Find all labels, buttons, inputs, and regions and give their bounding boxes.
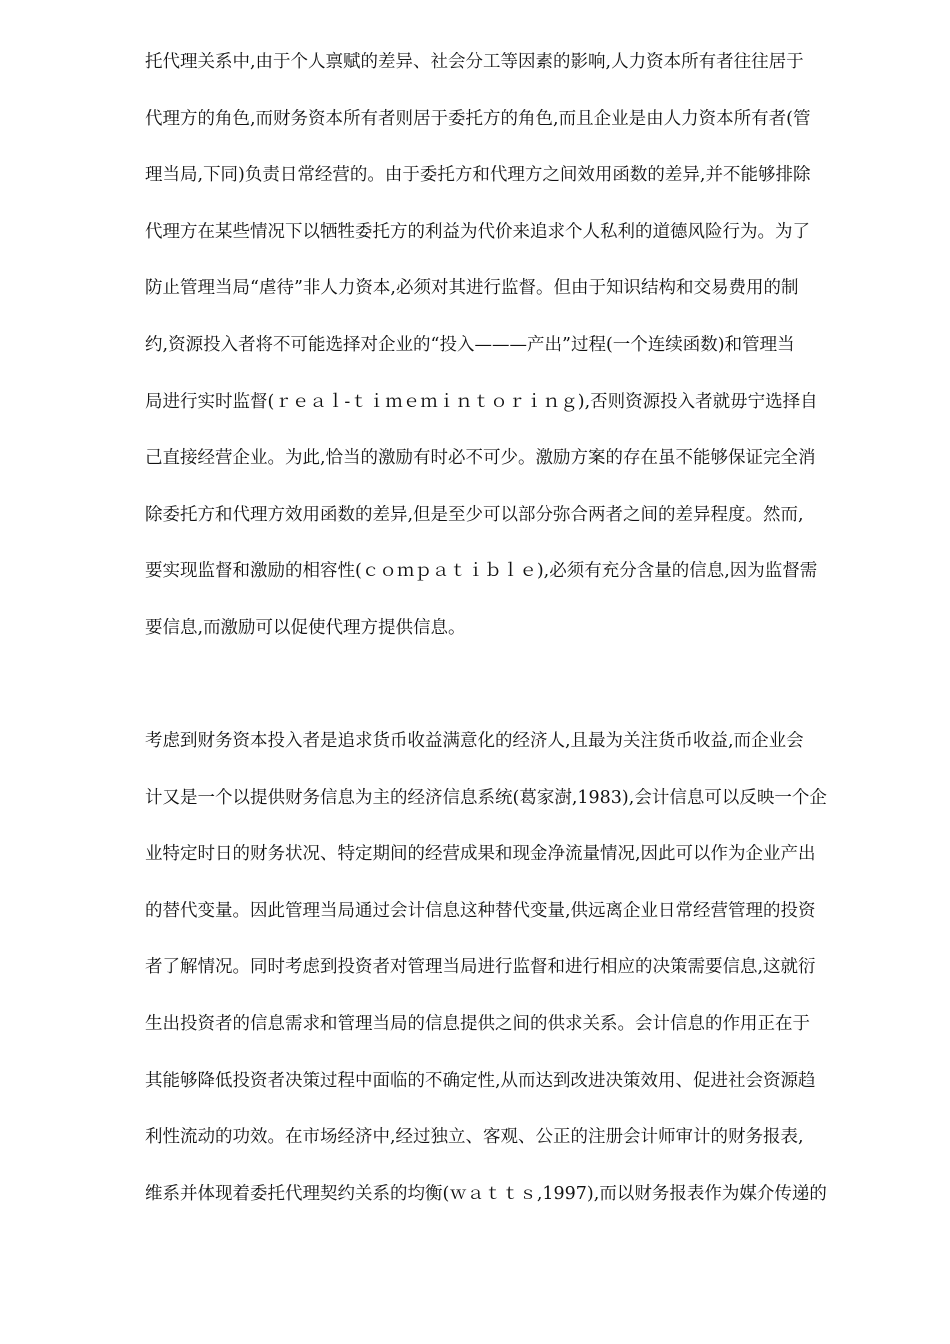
text-line: 托代理关系中,由于个人禀赋的差异、社会分工等因素的影响,人力资本所有者往往居于 bbox=[145, 52, 804, 72]
paragraph-accounting-information bbox=[145, 723, 880, 1232]
text-line: 己直接经营企业。为此,恰当的激励有时必不可少。激励方案的存在虽不能够保证完全消 bbox=[145, 448, 816, 469]
text-line: 防止管理当局“虐待”非人力资本,必须对其进行监督。但由于知识结构和交易费用的制 bbox=[145, 278, 799, 299]
text-line: 理当局,下同)负责日常经营的。由于委托方和代理方之间效用函数的差异,并不能够排除 bbox=[145, 165, 811, 186]
text-line: 要信息,而激励可以促使代理方提供信息。 bbox=[145, 617, 466, 638]
text-line: 考虑到财务资本投入者是追求货币收益满意化的经济人,且最为关注货币收益,而企业会 bbox=[145, 731, 804, 751]
text-line: 利性流动的功效。在市场经济中,经过独立、客观、公正的注册会计师审计的财务报表, bbox=[145, 1127, 804, 1148]
text-line: 业特定时日的财务状况、特定期间的经营成果和现金净流量情况,因此可以作为企业产出 bbox=[145, 844, 816, 865]
text-line: 约,资源投入者将不可能选择对企业的“投入———产出”过程(一个连续函数)和管理当 bbox=[145, 334, 795, 355]
text-line: 维系并体现着委托代理契约关系的均衡(ｗａｔｔｓ,1997),而以财务报表作为媒介传递的 bbox=[145, 1183, 827, 1204]
text-line: 除委托方和代理方效用函数的差异,但是至少可以部分弥合两者之间的差异程度。然而, bbox=[145, 504, 804, 525]
text-line: 计又是一个以提供财务信息为主的经济信息系统(葛家澍,1983),会计信息可以反映一个企 bbox=[145, 787, 827, 808]
text-line: 的替代变量。因此管理当局通过会计信息这种替代变量,供远离企业日常经营管理的投资 bbox=[145, 900, 816, 921]
text-line: 局进行实时监督(ｒｅａｌ-ｔｉｍｅｍｉｎｔｏｒｉｎｇ),否则资源投入者就毋宁选择自 bbox=[145, 391, 818, 412]
text-line: 生出投资者的信息需求和管理当局的信息提供之间的供求关系。会计信息的作用正在于 bbox=[145, 1013, 810, 1034]
text-line: 者了解情况。同时考虑到投资者对管理当局进行监督和进行相应的决策需要信息,这就衍 bbox=[145, 957, 816, 978]
text-line: 代理方的角色,而财务资本所有者则居于委托方的角色,而且企业是由人力资本所有者(管 bbox=[145, 108, 811, 129]
paragraph-principal-agent bbox=[145, 44, 880, 667]
text-line: 代理方在某些情况下以牺牲委托方的利益为代价来追求个人私利的道德风险行为。为了 bbox=[145, 221, 810, 242]
text-line: 要实现监督和激励的相容性(ｃｏｍｐａｔｉｂｌｅ),必须有充分含量的信息,因为监督需 bbox=[145, 561, 818, 582]
text-line: 其能够降低投资者决策过程中面临的不确定性,从而达到改进决策效用、促进社会资源趋 bbox=[145, 1070, 816, 1091]
